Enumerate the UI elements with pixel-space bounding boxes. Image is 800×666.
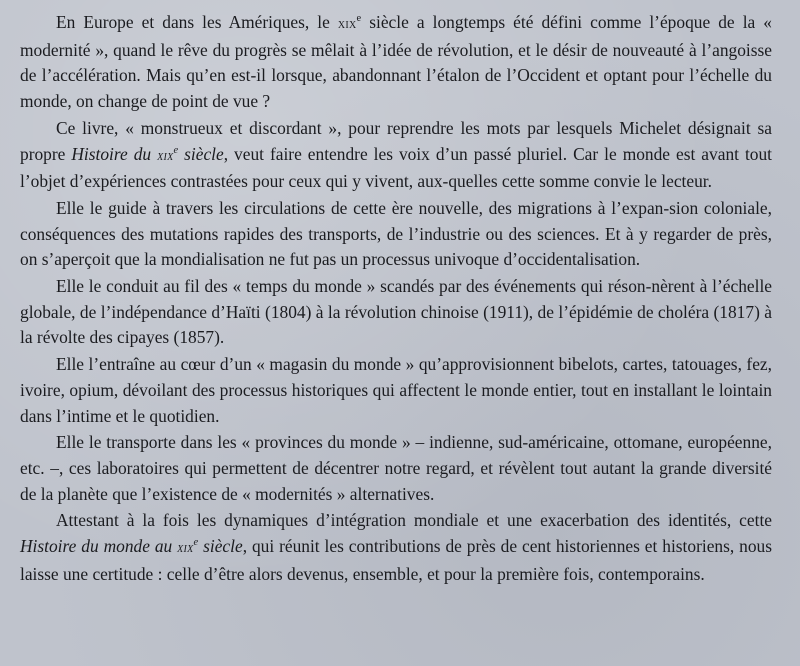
- paragraph-5-display: Elle l’entraîne au cœur d’un « magasin du monde » qu’approvisionnent bibelots, cartes, tatouages, fez, ivoire, opium, dévoilant des processus historiques qui affectent le monde entier, tout en installant le lointain dans l’intime et le quotidien.: [20, 354, 772, 426]
- paragraph-4: [20, 274, 772, 351]
- paragraph-1-display: En Europe et dans les Amériques, le xix$^e$ siècle a longtemps été défini comme l’époque de la « modernité », quand le rêve du progrès se mêlait à l’idée de révolution, et le désir de nouveauté à l’angoisse de l’accélération. Mais qu’en est-il lorsque, abandonnant l’étalon de l’Occident et optant pour l’échelle du monde, on change de point de vue ?: [20, 12, 772, 112]
- paragraph-2: [20, 116, 772, 195]
- paragraph-6-display: Elle le transporte dans les « provinces du monde » – indienne, sud-américaine, ottomane, européenne, etc. –, ces laboratoires qui permettent de décentrer notre regard, et révèlent tout autant la grande diversité de la planète que l’existence de « modernités » alternatives.: [20, 432, 772, 504]
- paragraph-3-display: Elle le guide à travers les circulations de cette ère nouvelle, des migrations à l’expan-sion coloniale, conséquences des mutations rapides des transports, de l’industrie ou des sciences. Et à y regarder de près, on s’aperçoit que la mondialisation ne fut pas un processus univoque d’occidentalisation.: [20, 197, 772, 270]
- paragraph-2-display: Ce livre, « monstrueux et discordant », pour reprendre les mots par lesquels Michelet désignait sa propre Histoire du xix$^e$ siècle, veut faire entendre les voix d’un passé pluriel. Car le monde est avant tout l’objet d’expériences contrastées pour ceux qui y vivent, aux-quelles cette somme convie le lecteur.: [20, 117, 772, 192]
- paragraph-7-display: Attestant à la fois les dynamiques d’intégration mondiale et une exacerbation des identités, cette Histoire du monde au xix$^e$ siècle, qui réunit les contributions de près de cent historiennes et historiens, nous laisse une certitude : celle d’être alors devenus, ensemble, et pour la première fois, contemporains.: [20, 510, 772, 584]
- paragraph-3: [20, 196, 772, 273]
- paragraph-5: [20, 352, 772, 429]
- paragraph-1: [20, 10, 772, 115]
- paragraph-6: [20, 430, 772, 507]
- paragraph-4-display: Elle le conduit au fil des « temps du monde » scandés par des événements qui réson-nèrent à l’échelle globale, de l’indépendance d’Haïti (1804) à la révolution chinoise (1911), de l’épidémie de choléra (1817) à la révolte des cipayes (1857).: [20, 276, 772, 348]
- paragraph-7: [20, 508, 772, 587]
